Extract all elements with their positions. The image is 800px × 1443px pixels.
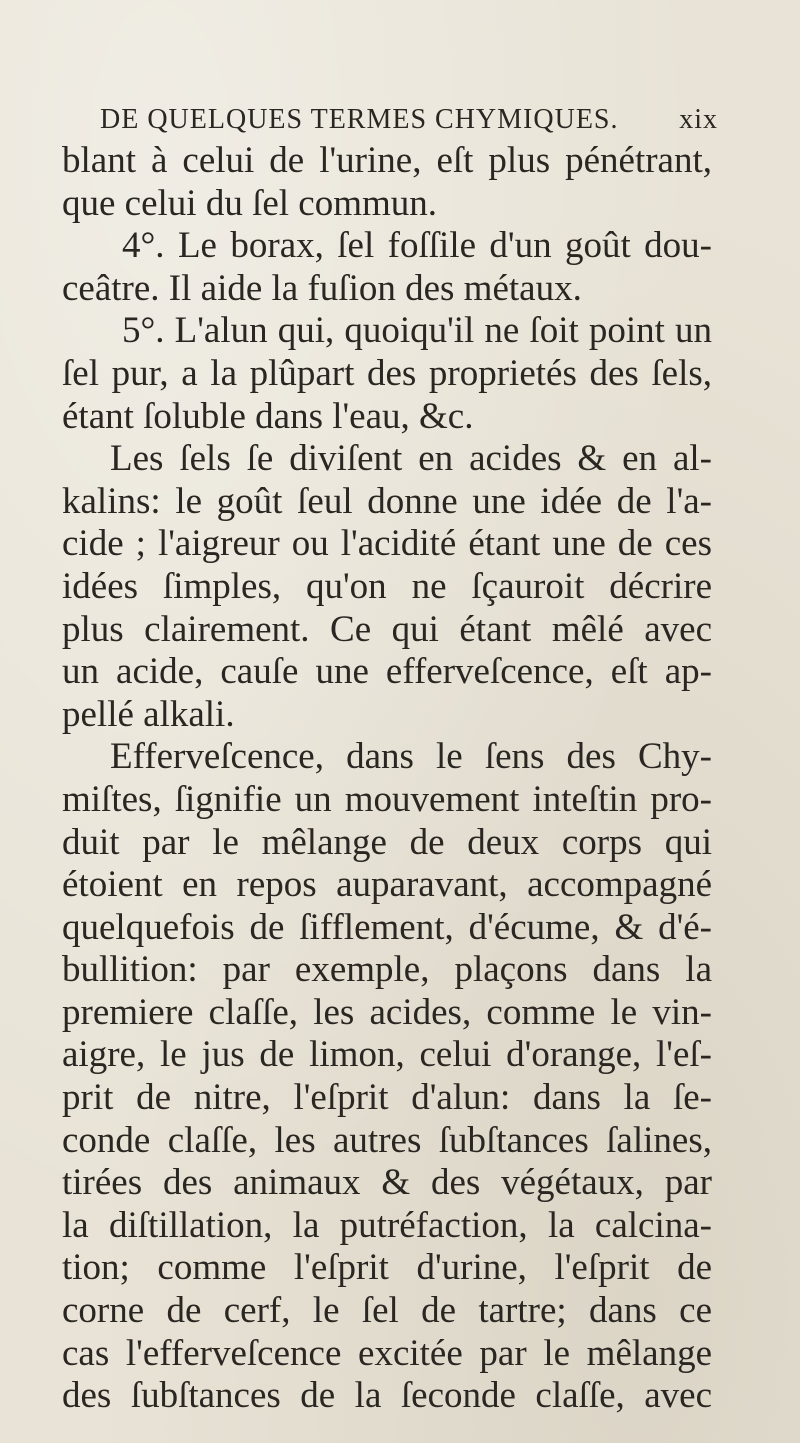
text-line: cas l'efferveſcence excitée par le mêlange: [62, 1332, 712, 1374]
text-line: ſel pur, a la plûpart des proprietés des ſels,: [62, 352, 712, 394]
text-line: un acide, cauſe une efferveſcence, eſt ap-: [62, 651, 712, 693]
text-line: quelquefois de ſifflement, d'écume, & d'é-: [62, 906, 712, 948]
text-line: corne de cerf, le ſel de tartre; dans ce: [62, 1290, 712, 1332]
text-line: kalins: le goût ſeul donne une idée de l'a-: [62, 480, 712, 522]
text-line: étant ſoluble dans l'eau, &c.: [62, 395, 474, 437]
body-text: [62, 140, 712, 1418]
text-line: pellé alkali.: [62, 693, 235, 735]
text-line: Les ſels ſe diviſent en acides & en al-: [110, 438, 712, 480]
text-line: blant à celui de l'urine, eſt plus pénétrant,: [62, 140, 712, 181]
text-line: tion; comme l'eſprit d'urine, l'eſprit de: [62, 1247, 712, 1289]
text-line: premiere claſſe, les acides, comme le vin-: [62, 991, 712, 1033]
text-line: cide ; l'aigreur ou l'acidité étant une de ces: [62, 523, 712, 565]
text-line: 4°. Le borax, ſel foſſile d'un goût dou-: [122, 225, 712, 267]
text-line: conde claſſe, les autres ſubſtances ſalines,: [62, 1119, 712, 1161]
text-line: la diſtillation, la putréfaction, la calcina-: [62, 1204, 712, 1246]
text-line: que celui du ſel commun.: [62, 182, 438, 224]
text-line: duit par le mêlange de deux corps qui: [62, 821, 712, 863]
running-title: DE QUELQUES TERMES CHYMIQUES.: [100, 104, 619, 135]
running-header: [100, 104, 718, 136]
page-number: xix: [679, 104, 718, 135]
text-line: Efferveſcence, dans le ſens des Chy-: [110, 736, 712, 778]
text-line: idées ſimples, qu'on ne ſçauroit décrire: [62, 565, 712, 607]
text-line: aigre, le jus de limon, celui d'orange, l'eſ-: [62, 1034, 712, 1076]
text-line: miſtes, ſignifie un mouvement inteſtin pro-: [62, 778, 712, 820]
text-line: bullition: par exemple, plaçons dans la: [62, 949, 712, 991]
text-line: tirées des animaux & des végétaux, par: [62, 1162, 712, 1204]
text-line: ceâtre. Il aide la fuſion des métaux.: [62, 267, 582, 309]
text-line: étoient en repos auparavant, accompagné: [62, 864, 712, 906]
text-line: prit de nitre, l'eſprit d'alun: dans la ſe-: [62, 1077, 712, 1119]
text-line: plus clairement. Ce qui étant mêlé avec: [62, 608, 712, 650]
text-line: des ſubſtances de la ſeconde claſſe, avec: [62, 1375, 712, 1417]
text-line: 5°. L'alun qui, quoiqu'il ne ſoit point un: [122, 310, 712, 352]
